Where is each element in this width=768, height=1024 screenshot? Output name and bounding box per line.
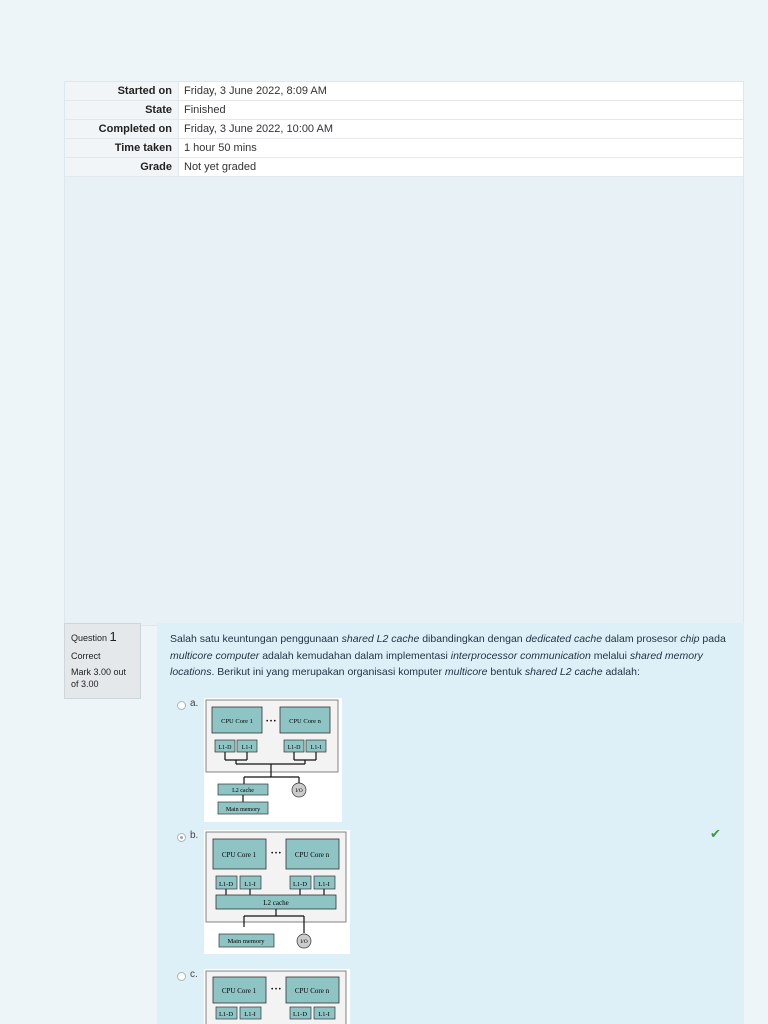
question-prefix: Question	[71, 633, 108, 643]
svg-text:CPU Core 1: CPU Core 1	[221, 851, 257, 859]
svg-text:L1-D: L1-D	[292, 881, 308, 888]
svg-text:Main memory: Main memory	[225, 807, 261, 813]
summary-value: Friday, 3 June 2022, 10:00 AM	[179, 120, 744, 139]
option-letter: c.	[190, 969, 198, 980]
radio-option-b[interactable]	[177, 833, 186, 842]
diagram-option-b	[204, 830, 350, 954]
summary-value: Not yet graded	[179, 158, 744, 177]
svg-text:L1-I: L1-I	[241, 745, 253, 751]
radio-option-a[interactable]	[177, 701, 186, 710]
question-status: Correct	[71, 650, 101, 661]
svg-text:L1-I: L1-I	[244, 881, 256, 888]
diagram-option-c	[204, 969, 350, 1024]
question-number	[71, 628, 134, 646]
summary-label: Grade	[65, 158, 179, 177]
summary-value: 1 hour 50 mins	[179, 139, 744, 158]
attempt-summary	[64, 81, 744, 626]
diagram-option-a	[204, 698, 342, 822]
svg-text:L1-D: L1-D	[218, 881, 234, 888]
summary-row-completed	[65, 120, 743, 139]
svg-text:CPU Core 1: CPU Core 1	[221, 987, 257, 995]
svg-text:Main memory: Main memory	[227, 938, 265, 945]
svg-text:L1-D: L1-D	[287, 745, 301, 751]
svg-text:CPU Core n: CPU Core n	[289, 718, 321, 725]
summary-label: Started on	[65, 82, 179, 101]
attempt-summary-table	[65, 82, 743, 177]
svg-text:L1-I: L1-I	[244, 1011, 256, 1018]
option-letter: a.	[190, 698, 199, 709]
check-icon: ✔	[710, 826, 721, 841]
svg-text:L1-I: L1-I	[318, 1011, 330, 1018]
option-letter: b.	[190, 830, 199, 841]
svg-text:L2 cache: L2 cache	[263, 899, 289, 907]
svg-text:CPU Core 1: CPU Core 1	[221, 718, 253, 725]
summary-label: Time taken	[65, 139, 179, 158]
svg-text:CPU Core n: CPU Core n	[294, 987, 330, 995]
summary-label: State	[65, 101, 179, 120]
summary-row-time-taken	[65, 139, 743, 158]
summary-row-state	[65, 101, 743, 120]
svg-text:I/O: I/O	[295, 788, 303, 794]
svg-text:L1-D: L1-D	[218, 745, 232, 751]
svg-text:• • •: • • •	[266, 719, 276, 725]
svg-text:• • •: • • •	[271, 987, 281, 993]
question-content	[157, 623, 744, 1024]
question-info	[64, 623, 141, 699]
svg-text:• • •: • • •	[271, 851, 281, 857]
question-text: Salah satu keuntungan penggunaan shared L2 cache dibandingkan dengan dedicated cache dalam prosesor chip pada multicore computer adalah kemudahan dalam implementasi interprocessor communication melalui shared memory locations. Berikut ini yang merupakan organisasi komputer multicore bentuk shared L2 cache adalah:	[170, 633, 726, 678]
svg-text:L1-D: L1-D	[218, 1011, 234, 1018]
svg-text:L1-I: L1-I	[318, 881, 330, 888]
svg-text:L1-I: L1-I	[310, 745, 322, 751]
question-mark: Mark 3.00 out of 3.00	[71, 666, 127, 689]
svg-text:I/O: I/O	[300, 939, 308, 945]
svg-text:L2 cache: L2 cache	[232, 788, 254, 794]
svg-text:CPU Core n: CPU Core n	[294, 851, 330, 859]
summary-row-grade	[65, 158, 743, 177]
radio-option-c[interactable]	[177, 972, 186, 981]
summary-value: Friday, 3 June 2022, 8:09 AM	[179, 82, 744, 101]
summary-row-started	[65, 82, 743, 101]
summary-value: Finished	[179, 101, 744, 120]
svg-text:L1-D: L1-D	[292, 1011, 308, 1018]
question-number-value: 1	[109, 629, 117, 644]
summary-label: Completed on	[65, 120, 179, 139]
